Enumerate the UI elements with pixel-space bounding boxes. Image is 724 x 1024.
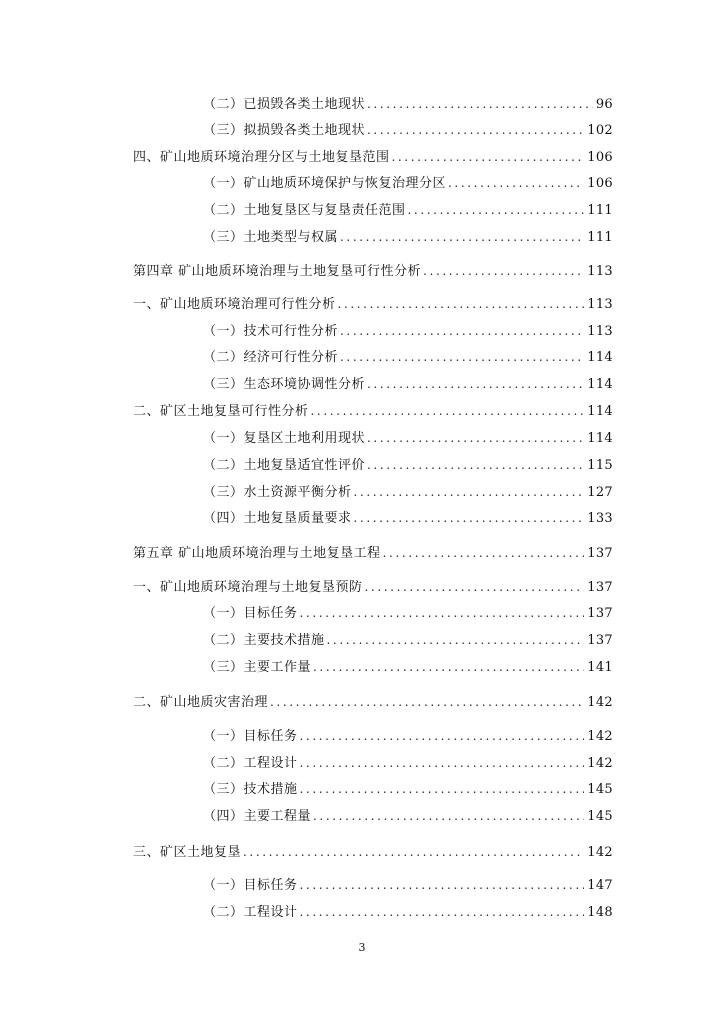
toc-dot-leader [367, 455, 584, 475]
toc-dot-leader [367, 120, 584, 140]
toc-entry-label: （三）土地类型与权属 [203, 230, 339, 245]
toc-dot-leader [365, 577, 585, 597]
toc-entry-page: 115 [587, 458, 613, 473]
toc-entry-page: 114 [587, 377, 613, 392]
toc-entry-label: 第四章 矿山地质环境治理与土地复垦可行性分析 [133, 264, 422, 279]
toc-entry[interactable] [133, 842, 613, 862]
toc-entry-label: （一）目标任务 [203, 729, 298, 744]
toc-entry-page: 148 [587, 905, 613, 920]
toc-entry-label: （二）主要技术措施 [203, 633, 325, 648]
toc-dot-leader [367, 374, 584, 394]
toc-entry-page: 113 [587, 324, 613, 339]
toc-chapter-entry[interactable] [133, 261, 613, 281]
toc-chapter-entry[interactable] [133, 543, 613, 563]
toc-dot-leader [243, 842, 584, 862]
toc-entry[interactable] [203, 726, 613, 746]
toc-entry-label: （三）技术措施 [203, 782, 298, 797]
toc-dot-leader [300, 875, 585, 895]
toc-entry-label: 第五章 矿山地质环境治理与土地复垦工程 [133, 546, 381, 561]
toc-entry-page: 133 [587, 511, 613, 526]
toc-dot-leader [300, 726, 585, 746]
toc-dot-leader [300, 603, 585, 623]
toc-dot-leader [327, 630, 585, 650]
toc-entry-page: 142 [587, 845, 613, 860]
toc-entry-page: 142 [587, 729, 613, 744]
toc-entry[interactable] [133, 401, 613, 421]
toc-dot-leader [311, 401, 585, 421]
toc-entry[interactable] [203, 508, 613, 528]
toc-entry-label: （三）主要工作量 [203, 660, 312, 675]
toc-dot-leader [270, 692, 584, 712]
toc-entry-page: 141 [587, 660, 613, 675]
toc-entry-page: 113 [587, 264, 613, 279]
toc-entry-page: 114 [587, 404, 613, 419]
toc-entry-page: 147 [587, 878, 613, 893]
toc-entry[interactable] [203, 806, 613, 826]
toc-entry[interactable] [203, 875, 613, 895]
toc-entry-label: （二）经济可行性分析 [203, 350, 339, 365]
toc-entry-label: 一、矿山地质环境治理与土地复垦预防 [133, 580, 363, 595]
toc-entry[interactable] [203, 630, 613, 650]
toc-entry[interactable] [203, 94, 613, 114]
toc-entry[interactable] [203, 455, 613, 475]
toc-dot-leader [300, 902, 585, 922]
toc-entry-label: （三）水土资源平衡分析 [203, 485, 352, 500]
toc-entry-page: 137 [587, 546, 613, 561]
toc-entry-label: （一）目标任务 [203, 606, 298, 621]
toc-dot-leader [300, 779, 585, 799]
toc-dot-leader [340, 227, 584, 247]
toc-entry-label: 二、矿山地质灾害治理 [133, 695, 269, 710]
toc-entry[interactable] [133, 577, 613, 597]
toc-entry[interactable] [203, 428, 613, 448]
toc-entry[interactable] [133, 147, 613, 167]
page-number: 3 [358, 941, 366, 954]
toc-entry-label: 二、矿区土地复垦可行性分析 [133, 404, 309, 419]
toc-dot-leader [408, 200, 585, 220]
toc-dot-leader [448, 173, 584, 193]
toc-dot-leader [338, 294, 585, 314]
toc-entry-label: （三）生态环境协调性分析 [203, 377, 366, 392]
toc-entry-page: 145 [587, 782, 613, 797]
toc-entry-page: 142 [587, 695, 613, 710]
toc-entry-page: 111 [587, 230, 613, 245]
toc-dot-leader [354, 482, 585, 502]
toc-entry-page: 111 [587, 203, 613, 218]
toc-entry-page: 106 [587, 176, 613, 191]
toc-entry[interactable] [203, 482, 613, 502]
toc-entry-page: 114 [587, 350, 613, 365]
toc-entry-page: 96 [595, 97, 613, 112]
toc-dot-leader [340, 347, 584, 367]
toc-entry[interactable] [203, 227, 613, 247]
toc-entry[interactable] [203, 657, 613, 677]
toc-entry-page: 127 [587, 485, 613, 500]
toc-entry[interactable] [203, 347, 613, 367]
toc-dot-leader [354, 508, 585, 528]
toc-dot-leader [313, 657, 584, 677]
toc-entry[interactable] [203, 779, 613, 799]
toc-entry-label: （四）主要工程量 [203, 809, 312, 824]
toc-entry-label: （一）目标任务 [203, 878, 298, 893]
toc-dot-leader [392, 147, 585, 167]
toc-entry[interactable] [203, 374, 613, 394]
toc-entry[interactable] [203, 120, 613, 140]
toc-entry-label: （二）工程设计 [203, 905, 298, 920]
toc-dot-leader [340, 321, 584, 341]
toc-dot-leader [383, 543, 585, 563]
toc-dot-leader [367, 428, 584, 448]
toc-entry[interactable] [203, 173, 613, 193]
toc-entry[interactable] [203, 603, 613, 623]
toc-entry[interactable] [203, 902, 613, 922]
toc-entry-label: （二）土地复垦区与复垦责任范围 [203, 203, 406, 218]
toc-entry[interactable] [203, 321, 613, 341]
toc-entry-label: （四）土地复垦质量要求 [203, 511, 352, 526]
toc-dot-leader [423, 261, 584, 281]
toc-entry[interactable] [203, 753, 613, 773]
toc-entry-label: （一）技术可行性分析 [203, 324, 339, 339]
toc-entry-label: 一、矿山地质环境治理可行性分析 [133, 297, 336, 312]
toc-entry[interactable] [203, 200, 613, 220]
toc-entry-page: 137 [587, 580, 613, 595]
toc-entry-page: 113 [587, 297, 613, 312]
toc-entry-page: 142 [587, 756, 613, 771]
toc-dot-leader [367, 94, 593, 114]
toc-entry-page: 106 [587, 150, 613, 165]
toc-entry-label: 三、矿区土地复垦 [133, 845, 242, 860]
toc-entry-label: 四、矿山地质环境治理分区与土地复垦范围 [133, 150, 390, 165]
toc-entry-page: 137 [587, 633, 613, 648]
toc-entry-page: 114 [587, 431, 613, 446]
toc-entry-page: 137 [587, 606, 613, 621]
toc-entry-label: （一）矿山地质环境保护与恢复治理分区 [203, 176, 447, 191]
toc-dot-leader [300, 753, 585, 773]
toc-entry-page: 145 [587, 809, 613, 824]
toc-entry-label: （三）拟损毁各类土地现状 [203, 123, 366, 138]
toc-entry-label: （二）土地复垦适宜性评价 [203, 458, 366, 473]
toc-entry-label: （一）复垦区土地利用现状 [203, 431, 366, 446]
toc-entry-page: 102 [587, 123, 613, 138]
toc-entry[interactable] [133, 692, 613, 712]
toc-entry[interactable] [133, 294, 613, 314]
toc-entry-label: （二）已损毁各类土地现状 [203, 97, 366, 112]
toc-entry-label: （二）工程设计 [203, 756, 298, 771]
toc-dot-leader [313, 806, 584, 826]
